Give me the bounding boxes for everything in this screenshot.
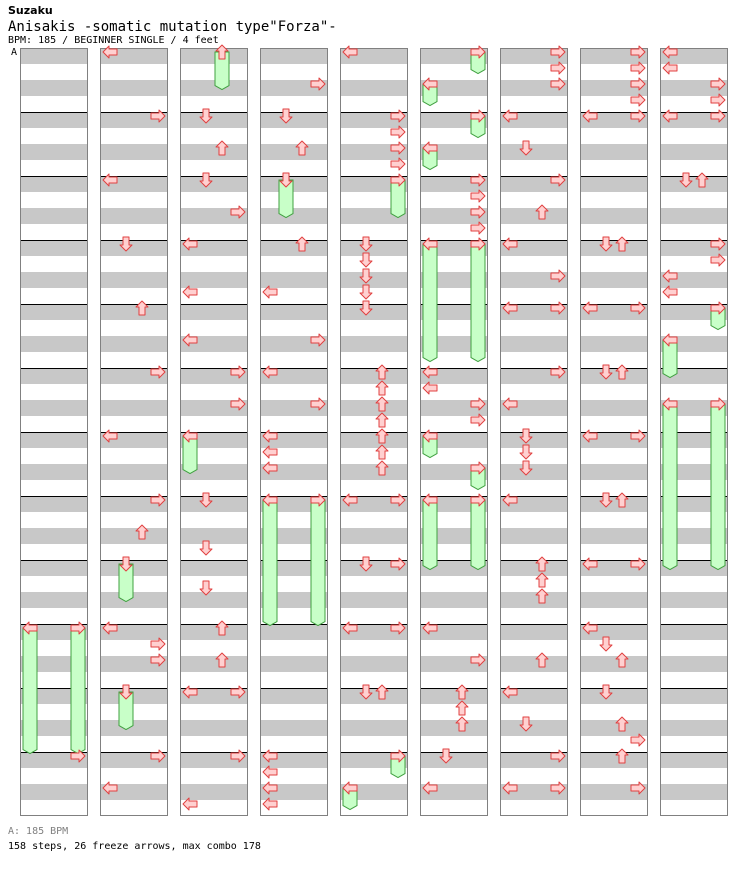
- beat-stripe: [660, 688, 728, 704]
- freeze-arrow: [471, 244, 485, 362]
- beat-stripe: [100, 560, 168, 576]
- beat-stripe: [340, 80, 408, 96]
- beat-stripe: [340, 720, 408, 736]
- beat-stripe: [100, 464, 168, 480]
- chart-column: [340, 46, 408, 816]
- beat-stripe: [20, 592, 88, 608]
- song-title: Anisakis -somatic mutation type"Forza"-: [8, 19, 337, 35]
- beat-stripe: [100, 304, 168, 320]
- beat-stripe: [20, 112, 88, 128]
- beat-stripe: [20, 496, 88, 512]
- beat-stripe: [580, 720, 648, 736]
- beat-stripe: [180, 144, 248, 160]
- beat-stripe: [20, 464, 88, 480]
- beat-stripe: [340, 304, 408, 320]
- freeze-arrow: [23, 628, 37, 754]
- freeze-arrow: [663, 404, 677, 570]
- beat-stripe: [340, 400, 408, 416]
- beat-stripe: [20, 272, 88, 288]
- bpm-legend: A: 185 BPM: [8, 826, 69, 837]
- freeze-arrow: [183, 436, 197, 474]
- beat-stripe: [180, 80, 248, 96]
- beat-stripe: [580, 176, 648, 192]
- chart-column: [100, 46, 168, 816]
- beat-stripe: [260, 656, 328, 672]
- beat-stripe: [180, 784, 248, 800]
- freeze-arrow: [663, 340, 677, 378]
- beat-stripe: [180, 592, 248, 608]
- beat-stripe: [260, 624, 328, 640]
- chart-stats: 158 steps, 26 freeze arrows, max combo 178: [8, 841, 261, 852]
- beat-stripe: [180, 176, 248, 192]
- beat-stripe: [260, 688, 328, 704]
- chart-column: [660, 46, 728, 816]
- beat-stripe: [580, 688, 648, 704]
- beat-stripe: [660, 720, 728, 736]
- beat-stripe: [500, 560, 568, 576]
- beat-stripe: [100, 336, 168, 352]
- beat-stripe: [100, 208, 168, 224]
- beat-stripe: [340, 592, 408, 608]
- beat-stripe: [20, 176, 88, 192]
- beat-stripe: [260, 144, 328, 160]
- beat-stripe: [500, 528, 568, 544]
- beat-stripe: [100, 144, 168, 160]
- beat-stripe: [580, 272, 648, 288]
- beat-stripe: [20, 304, 88, 320]
- artist-name: Suzaku: [8, 4, 53, 17]
- beat-stripe: [180, 48, 248, 64]
- beat-stripe: [660, 144, 728, 160]
- beat-stripe: [20, 560, 88, 576]
- beat-stripe: [340, 432, 408, 448]
- beat-stripe: [260, 208, 328, 224]
- beat-stripe: [180, 528, 248, 544]
- beat-stripe: [340, 528, 408, 544]
- freeze-arrow: [311, 500, 325, 626]
- beat-stripe: [180, 720, 248, 736]
- freeze-arrow: [471, 500, 485, 570]
- beat-stripe: [20, 368, 88, 384]
- beat-stripe: [20, 400, 88, 416]
- chart-column: [180, 45, 248, 816]
- freeze-arrow: [711, 404, 725, 570]
- beat-stripe: [420, 592, 488, 608]
- beat-stripe: [500, 592, 568, 608]
- beat-stripe: [100, 592, 168, 608]
- chart-column: [500, 46, 568, 816]
- beat-stripe: [180, 496, 248, 512]
- beat-stripe: [660, 624, 728, 640]
- beat-stripe: [500, 656, 568, 672]
- beat-stripe: [100, 688, 168, 704]
- freeze-arrow: [391, 180, 405, 218]
- beat-stripe: [580, 592, 648, 608]
- beat-stripe: [500, 432, 568, 448]
- beat-stripe: [580, 752, 648, 768]
- beat-stripe: [660, 592, 728, 608]
- beat-stripe: [180, 624, 248, 640]
- beat-stripe: [180, 560, 248, 576]
- beat-stripe: [260, 48, 328, 64]
- freeze-arrow: [71, 628, 85, 754]
- beat-stripe: [500, 144, 568, 160]
- beat-stripe: [340, 240, 408, 256]
- beat-stripe: [660, 752, 728, 768]
- freeze-arrow: [423, 500, 437, 570]
- beat-stripe: [20, 336, 88, 352]
- beat-stripe: [340, 272, 408, 288]
- beat-stripe: [20, 784, 88, 800]
- beat-stripe: [180, 656, 248, 672]
- beat-stripe: [100, 240, 168, 256]
- beat-stripe: [100, 80, 168, 96]
- beat-stripe: [20, 432, 88, 448]
- beat-stripe: [260, 240, 328, 256]
- beat-stripe: [340, 688, 408, 704]
- beat-stripe: [340, 656, 408, 672]
- bpm-marker-label: A: [11, 47, 18, 58]
- beat-stripe: [420, 752, 488, 768]
- beat-stripe: [500, 624, 568, 640]
- beat-stripe: [580, 368, 648, 384]
- beat-stripe: [100, 400, 168, 416]
- chart-column: [580, 46, 648, 816]
- beat-stripe: [100, 720, 168, 736]
- beat-stripe: [420, 720, 488, 736]
- freeze-arrow: [423, 244, 437, 362]
- beat-stripe: [20, 208, 88, 224]
- beat-stripe: [20, 48, 88, 64]
- beat-stripe: [580, 144, 648, 160]
- beat-stripe: [580, 400, 648, 416]
- beat-stripe: [580, 528, 648, 544]
- beat-stripe: [20, 240, 88, 256]
- beat-stripe: [500, 720, 568, 736]
- beat-stripe: [580, 336, 648, 352]
- beat-stripe: [420, 688, 488, 704]
- beat-stripe: [260, 176, 328, 192]
- beat-stripe: [660, 656, 728, 672]
- beat-stripe: [660, 784, 728, 800]
- beat-stripe: [500, 208, 568, 224]
- beat-stripe: [260, 304, 328, 320]
- beat-stripe: [340, 368, 408, 384]
- beat-stripe: [180, 112, 248, 128]
- beat-stripe: [20, 528, 88, 544]
- beat-stripe: [100, 528, 168, 544]
- beat-stripe: [20, 80, 88, 96]
- beat-stripe: [500, 336, 568, 352]
- beat-stripe: [580, 208, 648, 224]
- beat-stripe: [100, 272, 168, 288]
- beat-stripe: [20, 144, 88, 160]
- beat-stripe: [580, 240, 648, 256]
- beat-stripe: [340, 464, 408, 480]
- beat-stripe: [340, 336, 408, 352]
- chart-column: [20, 48, 88, 816]
- beat-stripe: [180, 304, 248, 320]
- beat-stripe: [660, 208, 728, 224]
- beat-stripe: [260, 272, 328, 288]
- chart-info: BPM: 185 / BEGINNER SINGLE / 4 feet: [8, 35, 219, 46]
- beat-stripe: [580, 464, 648, 480]
- beat-stripe: [580, 496, 648, 512]
- beat-stripe: [500, 464, 568, 480]
- chart-column: [420, 46, 488, 816]
- chart-column: [260, 48, 328, 816]
- freeze-arrow: [263, 500, 277, 626]
- beat-stripe: [660, 176, 728, 192]
- beat-stripe: [260, 720, 328, 736]
- beat-stripe: [180, 272, 248, 288]
- beat-stripe: [580, 656, 648, 672]
- beat-stripe: [260, 112, 328, 128]
